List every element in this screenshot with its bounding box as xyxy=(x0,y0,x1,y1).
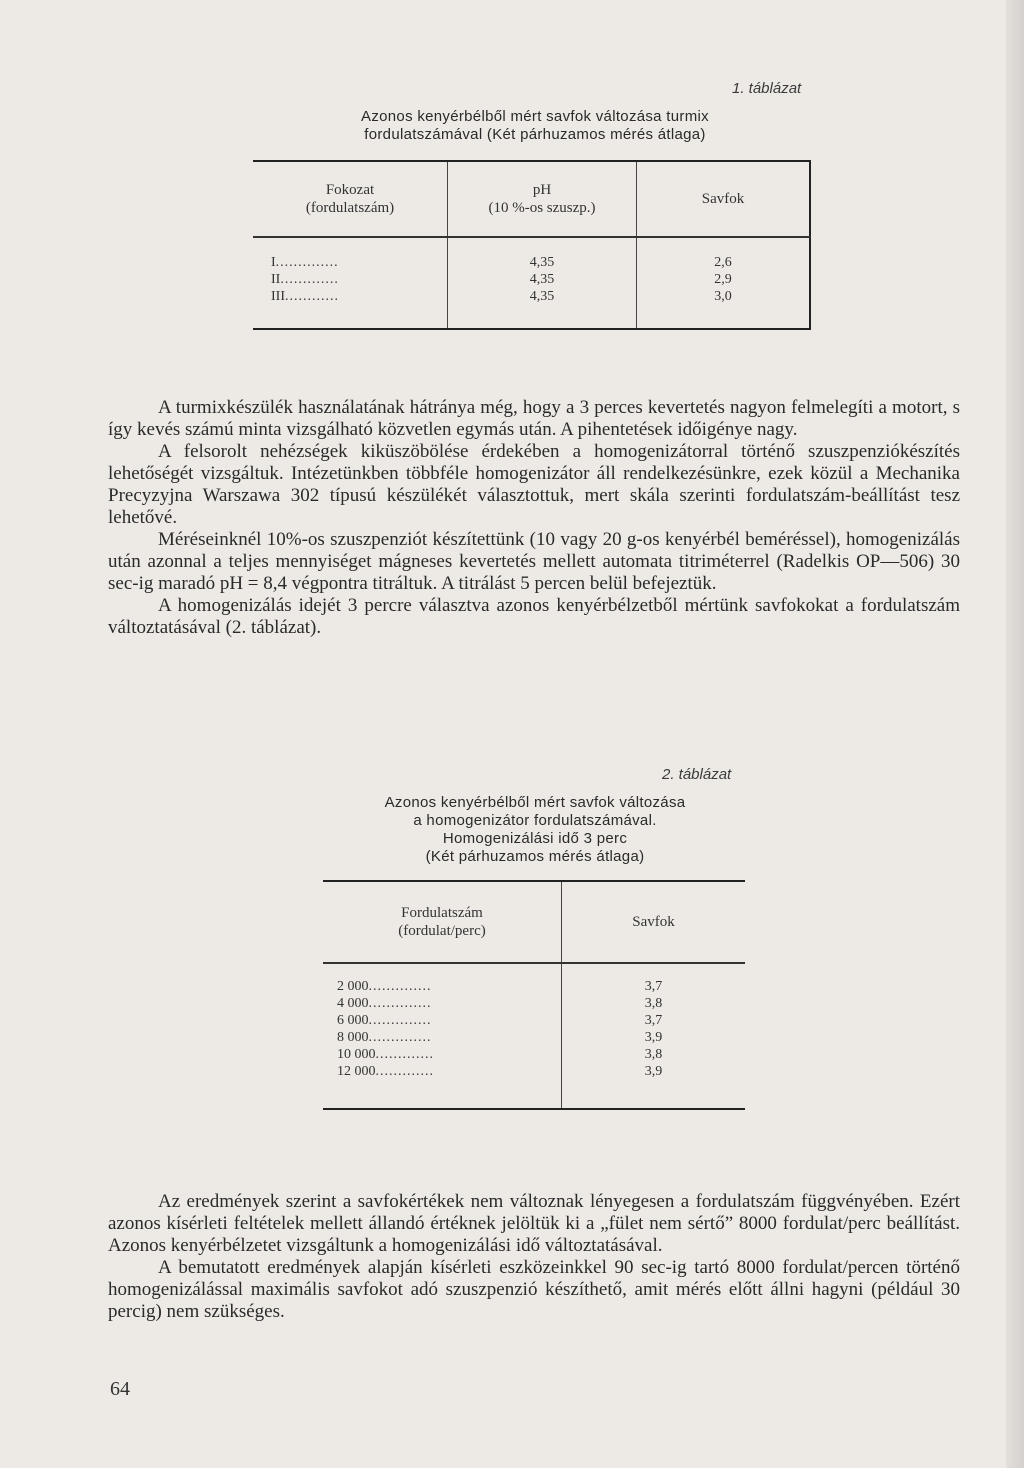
table-row xyxy=(337,995,561,1012)
body-text-section-2 xyxy=(108,1191,960,1323)
table-1-savfok-cell xyxy=(637,237,811,329)
leader-dots: ............. xyxy=(280,272,339,287)
leader-dots: .............. xyxy=(368,996,432,1011)
leader-dots: .............. xyxy=(368,979,432,994)
header-line: (fordulatszám) xyxy=(305,200,395,216)
table-1-header-savfok xyxy=(637,161,811,237)
table-1-header-fokozat xyxy=(253,161,448,237)
table-1-fokozat-cell xyxy=(253,237,448,329)
table-2-label: 2. táblázat xyxy=(662,766,732,783)
header-line: Fordulatszám xyxy=(401,905,483,921)
table-row xyxy=(337,1012,561,1029)
leader-dots: .............. xyxy=(368,1013,432,1028)
table-1-caption-line: fordulatszámával (Két párhuzamos mérés átlaga) xyxy=(364,126,706,143)
header-line: Fokozat xyxy=(325,182,375,198)
table-1-label: 1. táblázat xyxy=(732,80,802,97)
table-row xyxy=(271,271,447,288)
table-row xyxy=(337,1029,561,1046)
header-line: Savfok xyxy=(632,914,675,930)
cell-value: 4,35 xyxy=(529,255,555,270)
table-1-caption xyxy=(300,108,770,144)
cell-value: 3,9 xyxy=(644,1030,663,1045)
cell-value: 4 000 xyxy=(337,996,369,1011)
table-1-header-ph xyxy=(448,161,637,237)
cell-value: 6 000 xyxy=(337,1013,369,1028)
cell-value: 12 000 xyxy=(337,1064,376,1079)
table-2-caption-line: Azonos kenyérbélből mért savfok változása xyxy=(384,794,686,811)
leader-dots: ............ xyxy=(285,289,339,304)
table-2-header-savfok xyxy=(562,881,746,963)
cell-value: 8 000 xyxy=(337,1030,369,1045)
table-2-caption-line: Homogenizálási idő 3 perc xyxy=(442,830,628,847)
table-row xyxy=(271,254,447,271)
table-2-caption-line: a homogenizátor fordulatszámával. xyxy=(413,812,657,829)
cell-value: 3,8 xyxy=(644,1047,663,1062)
leader-dots: ............. xyxy=(375,1047,434,1062)
header-line: pH xyxy=(532,182,552,198)
page-number: 64 xyxy=(110,1378,130,1400)
cell-value: 10 000 xyxy=(337,1047,376,1062)
paragraph: A homogenizálás idejét 3 percre választva azonos kenyérbélzetből mértünk savfokokat a fordulatszám változtatásával (2. táblázat). xyxy=(108,595,960,638)
leader-dots: .............. xyxy=(275,255,339,270)
cell-value: 2 000 xyxy=(337,979,369,994)
table-2-caption xyxy=(320,794,750,866)
table-2 xyxy=(323,880,745,1110)
cell-value: II xyxy=(271,272,281,287)
cell-value: 3,9 xyxy=(644,1064,663,1079)
page-edge-shadow xyxy=(1006,0,1024,1468)
table-1 xyxy=(253,160,811,330)
header-line: Savfok xyxy=(701,191,745,207)
cell-value: I xyxy=(271,255,276,270)
table-row xyxy=(337,978,561,995)
paragraph: Az eredmények szerint a savfokértékek nem változnak lényegesen a fordulatszám függvényében. Ezért azonos kísérleti feltételek mellett állandó értéknek jelöltük ki a „fület nem sértő” 8000 fordulat/perc beállítást. Azonos kenyérbélzetet vizsgáltunk a homogenizálási idő változtatásával. xyxy=(108,1191,960,1256)
paragraph: A felsorolt nehézségek kiküszöbölése érdekében a homogenizátorral történő szuszpenziókészítés lehetőségét vizsgáltuk. Intézetünkben többféle homogenizátor áll rendelkezésünkre, ezek közül a Mechanika Precyzyjna Warszawa 302 típusú készülékét választottuk, mert skála szerinti fordulatszám-beállítást tesz lehetővé. xyxy=(108,441,960,528)
table-row xyxy=(337,1046,561,1063)
paragraph: A turmixkészülék használatának hátránya még, hogy a 3 perces kevertetés nagyon felmelegíti a motort, s így kevés számú minta vizsgálható közvetlen egymás után. A pihentetések időigénye nagy. xyxy=(108,397,960,440)
leader-dots: .............. xyxy=(368,1030,432,1045)
cell-value: 2,9 xyxy=(714,272,732,287)
table-2-savfok-cell xyxy=(562,963,746,1109)
table-row xyxy=(271,288,447,305)
cell-value: 4,35 xyxy=(529,272,555,287)
paragraph: A bemutatott eredmények alapján kísérleti eszközeinkkel 90 sec-ig tartó 8000 fordulat/percen történő homogenizálással maximális savfokot adó szuszpenzió készíthető, amit mérés előtt állni hagyni (például 30 percig) nem szükséges. xyxy=(108,1257,960,1322)
table-row xyxy=(337,1063,561,1080)
table-1-ph-cell xyxy=(448,237,637,329)
cell-value: 3,7 xyxy=(644,979,663,994)
header-line: (fordulat/perc) xyxy=(398,923,486,939)
table-2-fordulat-cell xyxy=(323,963,562,1109)
cell-value: 3,0 xyxy=(714,289,732,304)
table-2-header-fordulatszam xyxy=(323,881,562,963)
table-2-caption-line: (Két párhuzamos mérés átlaga) xyxy=(425,848,645,865)
cell-value: III xyxy=(271,289,285,304)
cell-value: 4,35 xyxy=(529,289,555,304)
leader-dots: ............. xyxy=(375,1064,434,1079)
table-1-caption-line: Azonos kenyérbélből mért savfok változása turmix xyxy=(361,108,709,125)
cell-value: 3,8 xyxy=(644,996,663,1011)
paragraph: Méréseinknél 10%-os szuszpenziót készítettünk (10 vagy 20 g-os kenyérbél beméréssel), homogenizálás után azonnal a teljes mennyiséget mágneses kevertetés mellett automata titriméterrel (Radelkis OP—506) 30 sec-ig maradó pH = 8,4 végpontra titráltuk. A titrálást 5 percen belül befejeztük. xyxy=(108,529,960,594)
cell-value: 3,7 xyxy=(644,1013,663,1028)
cell-value: 2,6 xyxy=(714,255,732,270)
header-line: (10 %-os szuszp.) xyxy=(488,200,596,216)
body-text-section-1 xyxy=(108,397,960,639)
